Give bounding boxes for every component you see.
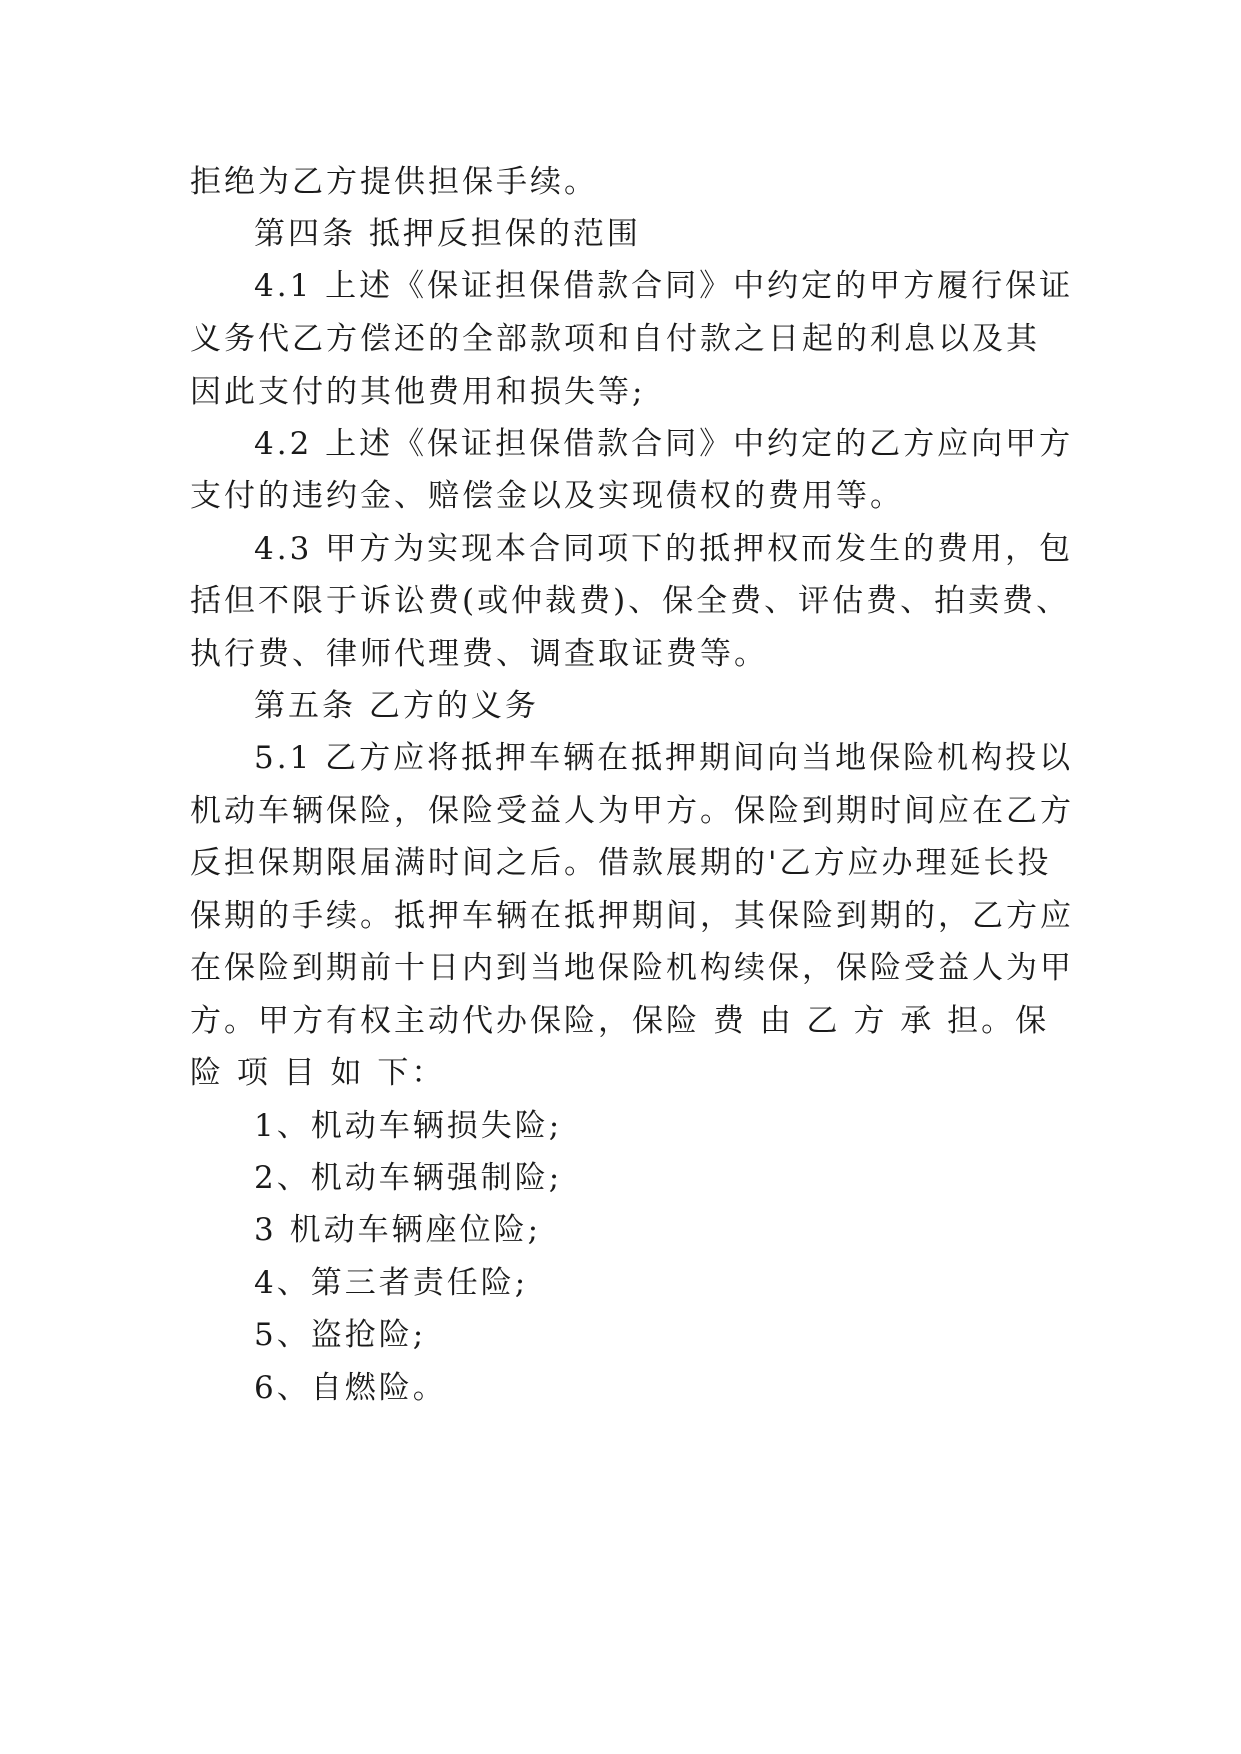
clause-4-2-line: 支付的违约金、赔偿金以及实现债权的费用等。 (190, 478, 904, 514)
clause-4-1-line: 义务代乙方偿还的全部款项和自付款之日起的利息以及其 (190, 321, 1040, 357)
clause-5-1-line: 方。甲方有权主动代办保险，保险 费 由 乙 方 承 担。保 (190, 1003, 1050, 1039)
clause-4-1-line: 因此支付的其他费用和损失等; (190, 374, 646, 410)
section-heading-4: 第四条 抵押反担保的范围 (254, 216, 641, 252)
list-item: 4、第三者责任险; (254, 1265, 529, 1301)
section-heading-5: 第五条 乙方的义务 (254, 688, 539, 724)
clause-5-1-line: 险 项 目 如 下： (190, 1055, 446, 1091)
clause-4-2-line: 4.2 上述《保证担保借款合同》中约定的乙方应向甲方 (254, 426, 1074, 462)
list-item: 1、机动车辆损失险; (254, 1108, 563, 1144)
clause-5-1-line: 反担保期限届满时间之后。借款展期的'乙方应办理延长投 (190, 845, 1052, 881)
clause-5-1-line: 在保险到期前十日内到当地保险机构续保，保险受益人为甲 (190, 950, 1074, 986)
list-item: 6、自燃险。 (254, 1370, 447, 1406)
list-item: 2、机动车辆强制险; (254, 1160, 563, 1196)
clause-5-1-line: 机动车辆保险，保险受益人为甲方。保险到期时间应在乙方 (190, 793, 1074, 829)
list-item: 5、盗抢险; (254, 1317, 427, 1353)
clause-5-1-line: 5.1 乙方应将抵押车辆在抵押期间向当地保险机构投以 (254, 740, 1074, 776)
clause-4-3-line: 执行费、律师代理费、调查取证费等。 (190, 636, 768, 672)
paragraph-line: 拒绝为乙方提供担保手续。 (190, 164, 598, 200)
clause-4-1-line: 4.1 上述《保证担保借款合同》中约定的甲方履行保证 (254, 268, 1074, 304)
list-item: 3 机动车辆座位险; (254, 1212, 542, 1248)
clause-5-1-line: 保期的手续。抵押车辆在抵押期间，其保险到期的，乙方应 (190, 898, 1074, 934)
clause-4-3-line: 4.3 甲方为实现本合同项下的抵押权而发生的费用，包 (254, 531, 1074, 567)
clause-4-3-line: 括但不限于诉讼费(或仲裁费)、保全费、评估费、拍卖费、 (190, 583, 1071, 619)
